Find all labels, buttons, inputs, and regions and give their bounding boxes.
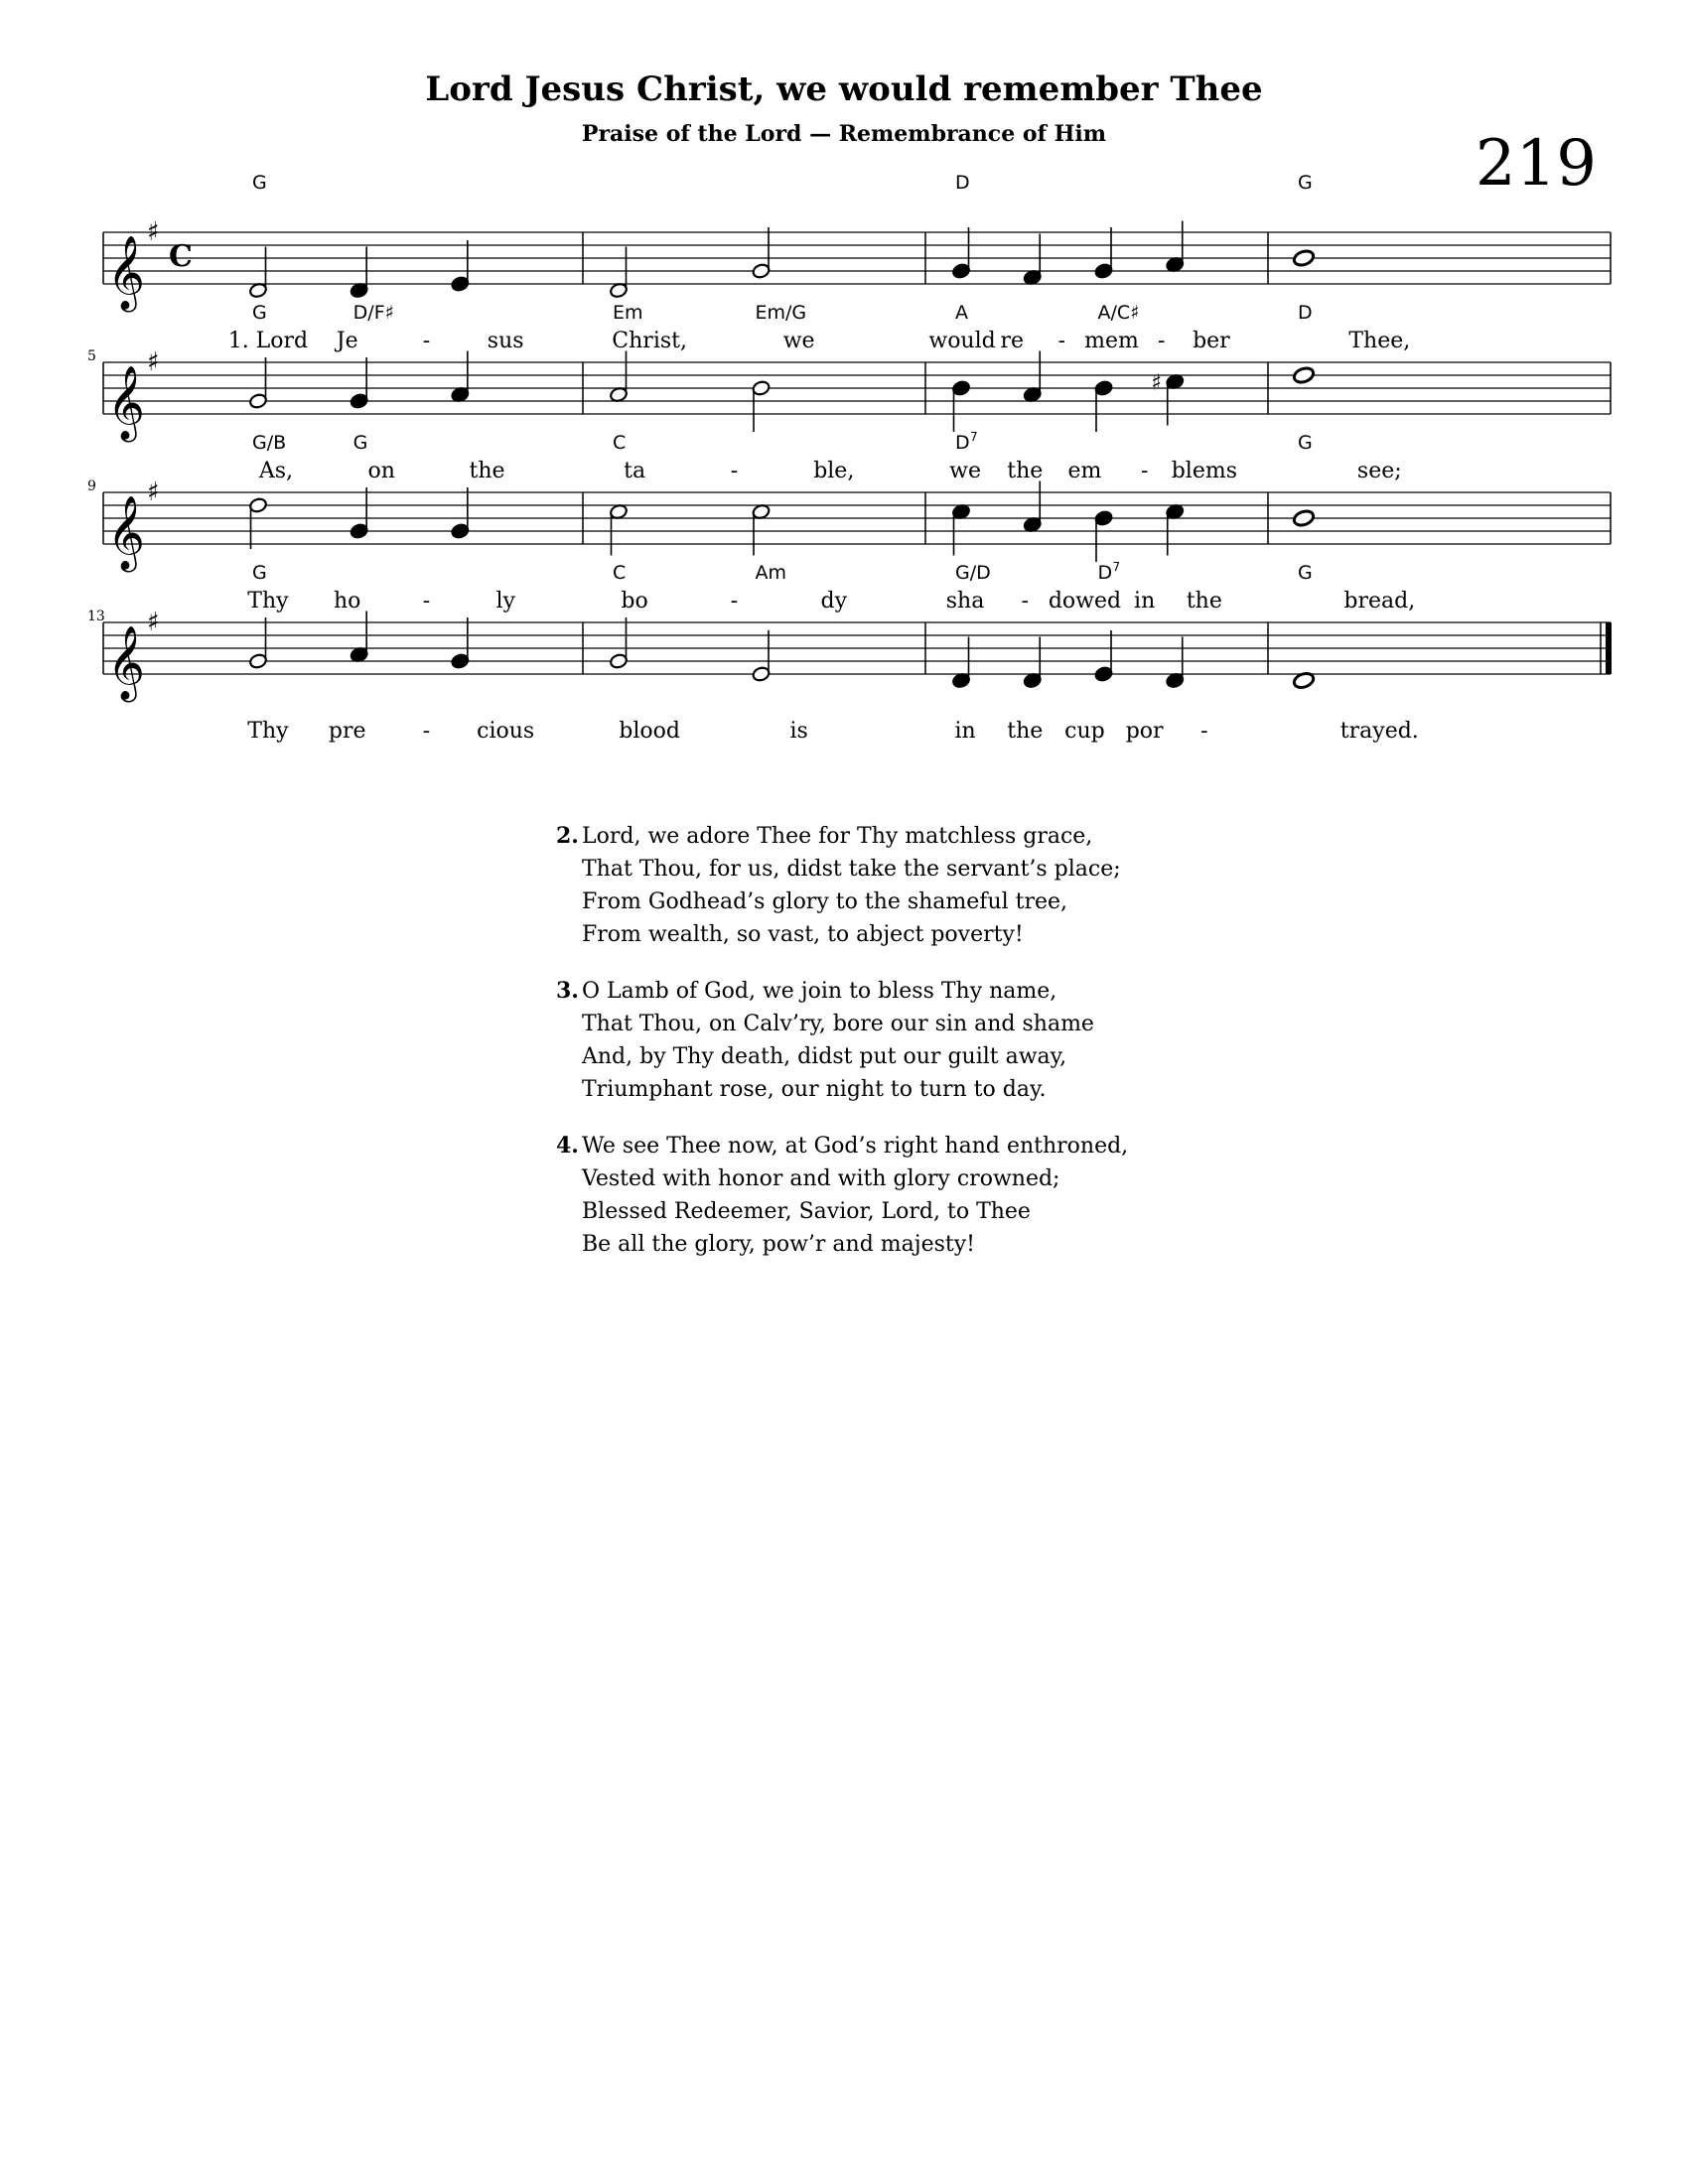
- chord-symbol: D: [1097, 562, 1113, 584]
- note-head: [1094, 666, 1113, 683]
- note-head: [350, 523, 368, 540]
- lyric-hyphen: -: [1200, 719, 1208, 744]
- accidental-sharp: ♯: [1151, 370, 1162, 396]
- lyric-syllable: dy: [820, 589, 848, 614]
- measure-number: 9: [87, 478, 96, 494]
- chord-symbol: D: [955, 172, 970, 194]
- verse-3: [556, 975, 1094, 1106]
- chord-symbol: G: [352, 432, 368, 454]
- lyric-syllable: the: [1186, 589, 1222, 614]
- verse-line: That Thou, for us, didst take the servant’s place;: [582, 857, 1121, 882]
- verse-2: [556, 820, 1121, 951]
- chord-symbol: G: [252, 562, 267, 584]
- music-score: [0, 0, 1688, 754]
- chord-symbol: D: [1298, 302, 1313, 324]
- lyric-syllable: por: [1125, 719, 1164, 744]
- lyric-syllable: sha: [945, 589, 985, 614]
- lyric-syllable: Je: [336, 329, 358, 353]
- lyric-syllable: cious: [477, 719, 535, 744]
- note-head: [752, 666, 771, 683]
- note-head: [248, 497, 267, 514]
- lyric-syllable: in: [954, 719, 976, 744]
- lyric-hyphen: -: [1057, 329, 1066, 353]
- chord-superscript: 7: [1112, 560, 1121, 574]
- key-signature-sharp: ♯: [147, 608, 160, 637]
- note-head: [752, 263, 771, 280]
- lyric-hyphen: -: [730, 589, 739, 614]
- lyric-hyphen: -: [422, 719, 431, 744]
- treble-clef-icon: 𝄞: [107, 496, 145, 570]
- lyric-syllable: is: [789, 719, 808, 744]
- measure-number: 13: [87, 609, 105, 624]
- chord-symbol: G: [252, 172, 267, 194]
- note-head: [951, 263, 970, 280]
- verse-line: That Thou, on Calv’ry, bore our sin and shame: [582, 1012, 1094, 1036]
- lyric-syllable: Thy: [247, 589, 289, 614]
- note-head: [1094, 263, 1113, 280]
- lyric-syllable: cup: [1064, 719, 1105, 744]
- chord-symbol: G/D: [955, 562, 991, 584]
- lyric-syllable: the: [1007, 719, 1044, 744]
- note-head: [1292, 365, 1315, 384]
- lyric-syllable: em: [1067, 459, 1102, 483]
- lyric-syllable: As,: [258, 459, 293, 483]
- lyric-syllable: ly: [495, 589, 515, 614]
- note-head: [451, 523, 470, 540]
- lyric-hyphen: -: [422, 329, 431, 353]
- lyric-syllable: dowed: [1048, 589, 1122, 614]
- chord-symbol: D/F♯: [352, 302, 394, 324]
- lyric-syllable: the: [469, 459, 505, 483]
- verse-line: From wealth, so vast, to abject poverty!: [582, 922, 1024, 947]
- lyric-syllable: mem: [1084, 329, 1139, 353]
- key-signature-sharp: ♯: [147, 217, 160, 247]
- lyric-syllable: blems: [1171, 459, 1238, 483]
- lyric-syllable: blood: [619, 719, 681, 744]
- verse-line: We see Thee now, at God’s right hand enthroned,: [582, 1134, 1129, 1159]
- lyric-syllable: sus: [487, 329, 524, 353]
- chord-symbol: G/B: [252, 432, 287, 454]
- chord-symbol: G: [252, 302, 267, 324]
- lyric-syllable: Thy: [247, 719, 289, 744]
- lyric-syllable: re: [1000, 329, 1024, 353]
- chord-symbol: C: [613, 562, 627, 584]
- treble-clef-icon: 𝄞: [107, 236, 145, 310]
- measure-number: 5: [87, 348, 96, 364]
- verse-line: Triumphant rose, our night to turn to day.: [582, 1077, 1047, 1102]
- lyric-syllable: bo: [621, 589, 648, 614]
- note-head: [1094, 380, 1113, 397]
- note-head: [451, 276, 470, 293]
- lyric-syllable: the: [1007, 459, 1044, 483]
- lyric-syllable: Christ,: [612, 329, 687, 353]
- lyric-syllable: pre: [328, 719, 366, 744]
- lyric-syllable: would: [928, 329, 996, 353]
- note-head: [951, 380, 970, 397]
- lyric-syllable: 1. Lord: [227, 329, 309, 353]
- hymn-subtitle: Praise of the Lord — Remembrance of Him: [581, 121, 1107, 147]
- lyric-hyphen: -: [422, 589, 431, 614]
- treble-clef-icon: 𝄞: [107, 366, 145, 440]
- lyric-syllable: ble,: [813, 459, 855, 483]
- chord-symbol: G: [1298, 562, 1313, 584]
- note-head: [1292, 508, 1315, 527]
- chord-superscript: 7: [970, 430, 978, 444]
- chord-symbol: Am: [755, 562, 787, 584]
- chord-symbol: Em/G: [755, 302, 807, 324]
- verse-number: 2.: [556, 823, 579, 849]
- note-head: [752, 380, 771, 397]
- lyric-syllable: we: [782, 329, 815, 353]
- note-head: [451, 653, 470, 670]
- chord-symbol: A/C♯: [1097, 302, 1140, 324]
- verse-line: O Lamb of God, we join to bless Thy name,: [582, 979, 1057, 1004]
- final-barline: [1606, 622, 1612, 674]
- lyric-hyphen: -: [1140, 459, 1149, 483]
- chord-symbol: G: [1298, 432, 1313, 454]
- note-head: [350, 393, 368, 410]
- lyric-syllable: on: [367, 459, 395, 483]
- note-head: [1292, 248, 1315, 267]
- verse-number: 3.: [556, 978, 579, 1004]
- hymn-number: 219: [1475, 127, 1597, 201]
- verse-line: Lord, we adore Thee for Thy matchless grace,: [582, 824, 1093, 849]
- verse-line: And, by Thy death, didst put our guilt away,: [582, 1044, 1067, 1069]
- note-head: [248, 653, 267, 670]
- lyric-syllable: see;: [1356, 459, 1402, 483]
- chord-symbol: G: [1298, 172, 1313, 194]
- time-signature: C: [169, 239, 193, 274]
- lyric-hyphen: -: [1157, 329, 1166, 353]
- verse-line: Be all the glory, pow’r and majesty!: [582, 1232, 975, 1257]
- verse-line: Vested with honor and with glory crowned;: [582, 1166, 1060, 1191]
- lyric-syllable: ho: [333, 589, 361, 614]
- lyric-hyphen: -: [1021, 589, 1029, 614]
- lyric-syllable: ta: [624, 459, 646, 483]
- verse-line: Blessed Redeemer, Savior, Lord, to Thee: [582, 1199, 1031, 1224]
- verse-number: 4.: [556, 1133, 579, 1159]
- lyric-syllable: we: [949, 459, 981, 483]
- lyric-syllable: ber: [1193, 329, 1230, 353]
- key-signature-sharp: ♯: [147, 478, 160, 507]
- lyric-syllable: bread,: [1343, 589, 1416, 614]
- chord-symbol: C: [613, 432, 627, 454]
- hymn-title: Lord Jesus Christ, we would remember Thee: [425, 69, 1263, 109]
- chord-symbol: D: [955, 432, 970, 454]
- lyric-syllable: in: [1134, 589, 1156, 614]
- treble-clef-icon: 𝄞: [107, 626, 145, 700]
- lyric-hyphen: -: [730, 459, 739, 483]
- key-signature-sharp: ♯: [147, 347, 160, 377]
- note-head: [1094, 510, 1113, 527]
- lyric-syllable: trayed.: [1339, 719, 1419, 744]
- lyric-syllable: Thee,: [1348, 329, 1411, 353]
- note-head: [609, 653, 628, 670]
- chord-symbol: Em: [613, 302, 643, 324]
- verse-4: [556, 1130, 1128, 1261]
- note-head: [248, 393, 267, 410]
- chord-symbol: A: [955, 302, 968, 324]
- verse-line: From Godhead’s glory to the shameful tree,: [582, 889, 1068, 914]
